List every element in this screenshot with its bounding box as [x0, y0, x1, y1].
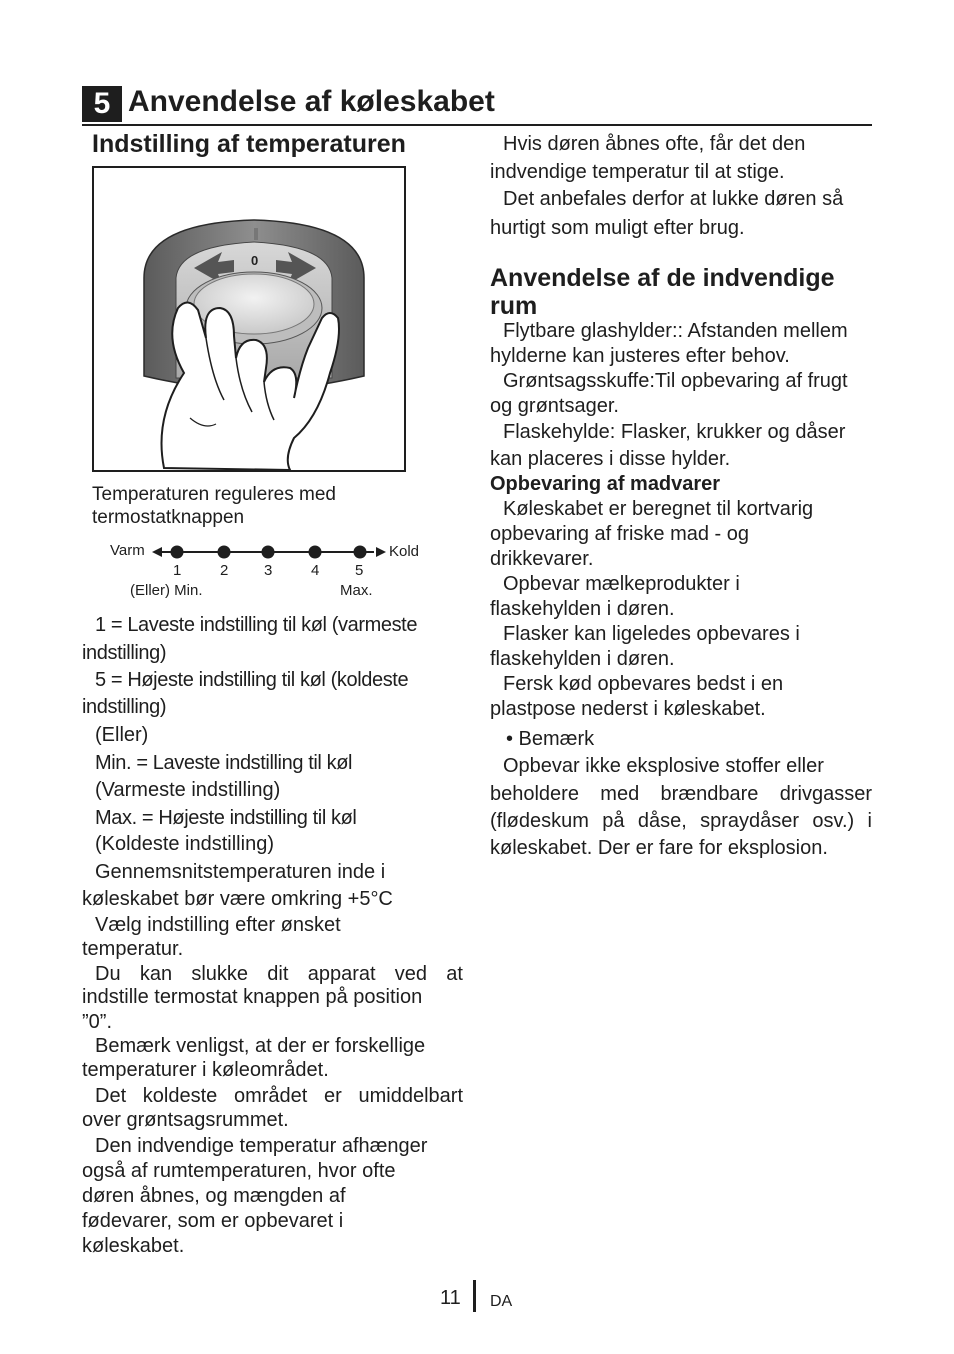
text-line: køleskabet. Der er fare for eksplosion.	[490, 837, 828, 859]
language-code: DA	[490, 1293, 513, 1310]
text-line: Min. = Laveste indstilling til køl	[95, 752, 353, 774]
page-title: Anvendelse af køleskabet	[128, 85, 495, 118]
text-line: (Eller)	[95, 724, 149, 746]
text-line: fødevarer, som er opbevaret i	[82, 1210, 344, 1232]
thermostat-illustration	[92, 166, 406, 472]
text-line: Køleskabet er beregnet til kortvarig	[503, 498, 814, 520]
note-label: • Bemærk	[506, 728, 595, 750]
text-line: temperaturer i køleområdet.	[82, 1059, 329, 1081]
text-line: flaskehylden i døren.	[490, 598, 675, 620]
text-line: Grøntsagsskuffe:Til opbevaring af frugt	[503, 370, 848, 392]
scale-dot	[262, 546, 275, 559]
text-line: 1 = Laveste indstilling til køl (varmeste	[95, 614, 418, 636]
text-line: Flasker kan ligeledes opbevares i	[503, 623, 800, 645]
scale-position-label: 4	[311, 562, 320, 579]
scale-dot	[171, 546, 184, 559]
text-line: Max. = Højeste indstilling til køl	[95, 807, 357, 829]
text-line: Gennemsnitstemperaturen inde i	[95, 861, 386, 883]
text-line: Bemærk venligst, at der er forskellige	[95, 1035, 426, 1057]
text-line: plastpose nederst i køleskabet.	[490, 698, 766, 720]
text-line: Flaskehylde: Flasker, krukker og dåser	[503, 421, 846, 443]
text-line: temperatur.	[82, 938, 184, 960]
scale-left-arrow-icon	[152, 547, 162, 557]
text-line: Opbevar ikke eksplosive stoffer eller	[503, 755, 824, 777]
text-line: og grøntsager.	[490, 395, 619, 417]
text-line: indvendige temperatur til at stige.	[490, 161, 785, 183]
text-line: ”0”.	[82, 1011, 112, 1033]
scale-max-label: Max.	[340, 582, 373, 599]
caption-line: Temperaturen reguleres med	[92, 484, 336, 505]
text-line: opbevaring af friske mad - og	[490, 523, 750, 545]
thermostat-hand-drawing	[94, 168, 404, 470]
scale-position-label: 3	[264, 562, 273, 579]
text-line: Hvis døren åbnes ofte, får det den	[503, 133, 806, 155]
scale-position-label: 1	[173, 562, 182, 579]
text-line: hylderne kan justeres efter behov.	[490, 345, 790, 367]
scale-dot	[354, 546, 367, 559]
text-line: Vælg indstilling efter ønsket	[95, 914, 341, 936]
subtitle-temperature: Indstilling af temperaturen	[92, 130, 406, 158]
dial-marker	[254, 228, 258, 240]
text-line: Det koldeste området er umiddelbart	[95, 1085, 463, 1107]
text-line: også af rumtemperaturen, hvor ofte	[82, 1160, 396, 1182]
scale-position-label: 5	[355, 562, 364, 579]
text-line: Opbevar mælkeprodukter i	[503, 573, 740, 595]
text-line: (Koldeste indstilling)	[95, 833, 274, 855]
scale-line	[152, 542, 388, 562]
scale-right-arrow-icon	[376, 547, 386, 557]
text-line: indstilling)	[82, 696, 167, 718]
scale-dot	[218, 546, 231, 559]
page-number: 11	[440, 1287, 461, 1309]
subtitle-line: rum	[490, 292, 538, 320]
scale-left-label: Varm	[110, 542, 145, 559]
thermostat-scale	[100, 536, 440, 606]
text-line: Den indvendige temperatur afhænger	[95, 1135, 428, 1157]
subtitle-line: Anvendelse af de indvendige	[490, 264, 835, 292]
text-line: køleskabet bør være omkring +5°C	[82, 888, 393, 910]
text-line: Du kan slukke dit apparat ved at	[95, 963, 463, 985]
scale-min-label: (Eller) Min.	[130, 582, 203, 599]
text-line: køleskabet.	[82, 1235, 185, 1257]
text-line: flaskehylden i døren.	[490, 648, 675, 670]
text-line: 5 = Højeste indstilling til køl (koldeste	[95, 669, 409, 691]
scale-dot	[309, 546, 322, 559]
caption-line: termostatknappen	[92, 507, 245, 528]
storage-heading: Opbevaring af madvarer	[490, 473, 721, 495]
text-line: Flytbare glashylder:: Afstanden mellem	[503, 320, 848, 342]
text-line: (flødeskum på dåse, spraydåser osv.) i	[490, 810, 872, 832]
text-line: hurtigt som muligt efter brug.	[490, 217, 745, 239]
text-line: indstilling)	[82, 642, 167, 664]
text-line: drikkevarer.	[490, 548, 594, 570]
text-line: beholdere med brændbare drivgasser	[490, 783, 872, 805]
text-line: indstille termostat knappen på position	[82, 986, 423, 1008]
scale-position-label: 2	[220, 562, 229, 579]
text-line: Det anbefales derfor at lukke døren så	[503, 188, 844, 210]
scale-right-label: Kold	[389, 543, 420, 560]
text-line: døren åbnes, og mængden af	[82, 1185, 346, 1207]
dial-zero-label: 0	[251, 253, 259, 268]
illustration-caption	[92, 483, 412, 529]
footer-divider	[473, 1280, 476, 1312]
text-line: Fersk kød opbevares bedst i en	[503, 673, 784, 695]
subtitle-interior	[490, 264, 880, 320]
text-line: over grøntsagsrummet.	[82, 1109, 289, 1131]
section-number: 5	[82, 86, 122, 122]
text-line: kan placeres i disse hylder.	[490, 448, 731, 470]
text-line: (Varmeste indstilling)	[95, 779, 281, 801]
section-heading	[82, 84, 872, 126]
